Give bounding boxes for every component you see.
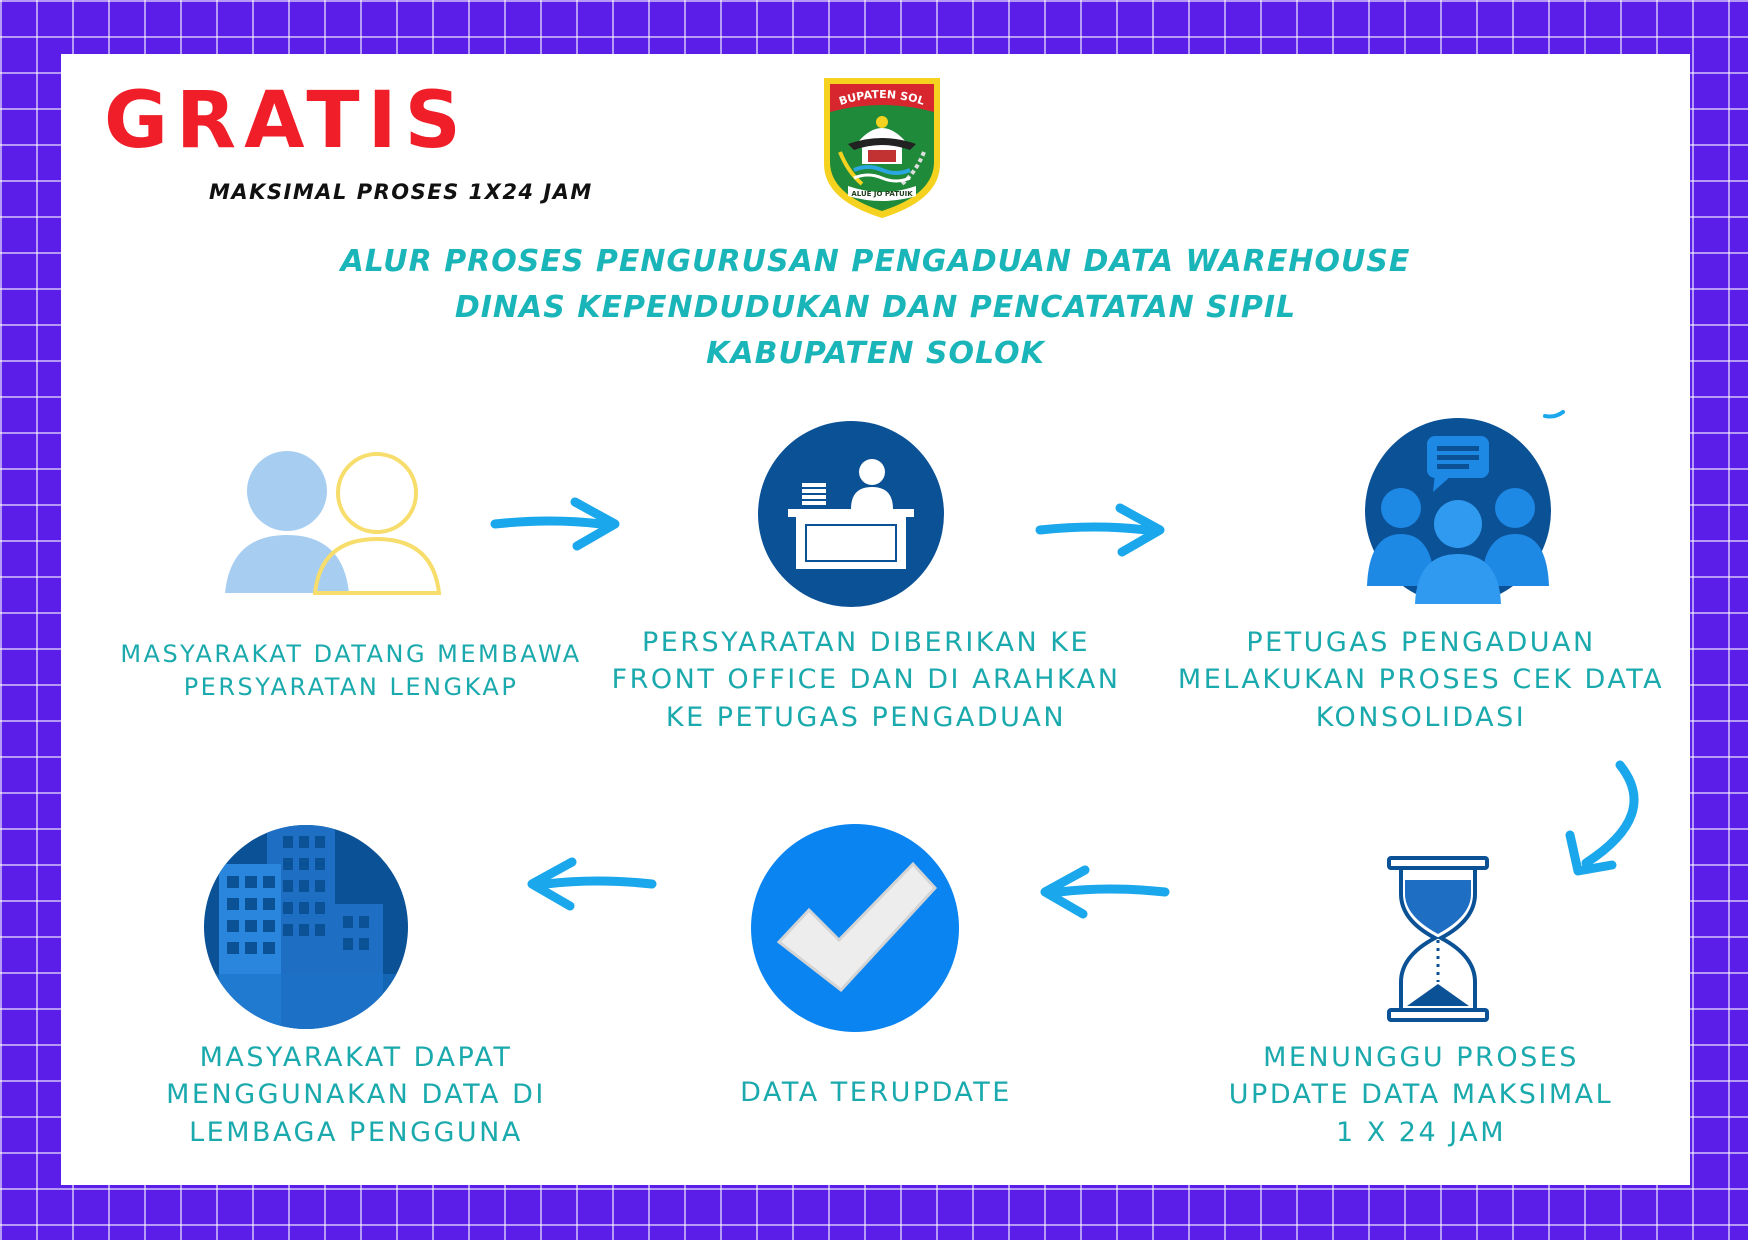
step-2-label: PERSYARATAN DIBERIKAN KE FRONT OFFICE DAN DI ARAHKAN KE PETUGAS PENGADUAN	[611, 627, 1121, 733]
people-icon	[225, 447, 445, 597]
step-6-label: MASYARAKAT DAPAT MENGGUNAKAN DATA DI LEMBAGA PENGGUNA	[166, 1042, 546, 1148]
emblem-banner-text: KABUPATEN SOLOK	[813, 62, 926, 108]
front-office-desk-icon	[756, 419, 946, 609]
emblem-motto: ALUE JO PATUIK	[851, 190, 913, 198]
buildings-icon	[203, 824, 409, 1030]
step-3-label: PETUGAS PENGADUAN MELAKUKAN PROSES CEK DATA KONSOLIDASI	[1177, 627, 1665, 733]
arrow-left-icon	[526, 854, 656, 914]
arrow-left-icon	[1039, 862, 1169, 922]
step-5-label: DATA TERUPDATE	[740, 1077, 1012, 1108]
arrow-right-icon	[1036, 500, 1166, 560]
page-title-line-3: KABUPATEN SOLOK	[706, 336, 1045, 371]
hourglass-icon	[1383, 854, 1493, 1024]
step-4-label: MENUNGGU PROSES UPDATE DATA MAKSIMAL 1 X 24 JAM	[1228, 1042, 1614, 1148]
step-1-label: MASYARAKAT DATANG MEMBAWA PERSYARATAN LENGKAP	[120, 640, 582, 702]
arrow-right-icon	[491, 494, 621, 554]
free-badge: GRATIS	[104, 76, 469, 166]
arrow-curved-down-icon	[1556, 759, 1666, 889]
page-title-line-2: DINAS KEPENDUDUKAN DAN PENCATATAN SIPIL	[454, 290, 1297, 325]
processing-time-note: MAKSIMAL PROSES 1X24 JAM	[209, 180, 593, 204]
infographic-card	[61, 54, 1690, 1185]
decorative-mark-icon	[1543, 406, 1565, 420]
kabupaten-solok-emblem-icon	[813, 62, 946, 220]
consultation-group-icon	[1363, 416, 1553, 606]
page-title-line-1: ALUR PROSES PENGURUSAN PENGADUAN DATA WAREHOUSE	[340, 244, 1411, 279]
checkmark-icon	[749, 822, 961, 1034]
